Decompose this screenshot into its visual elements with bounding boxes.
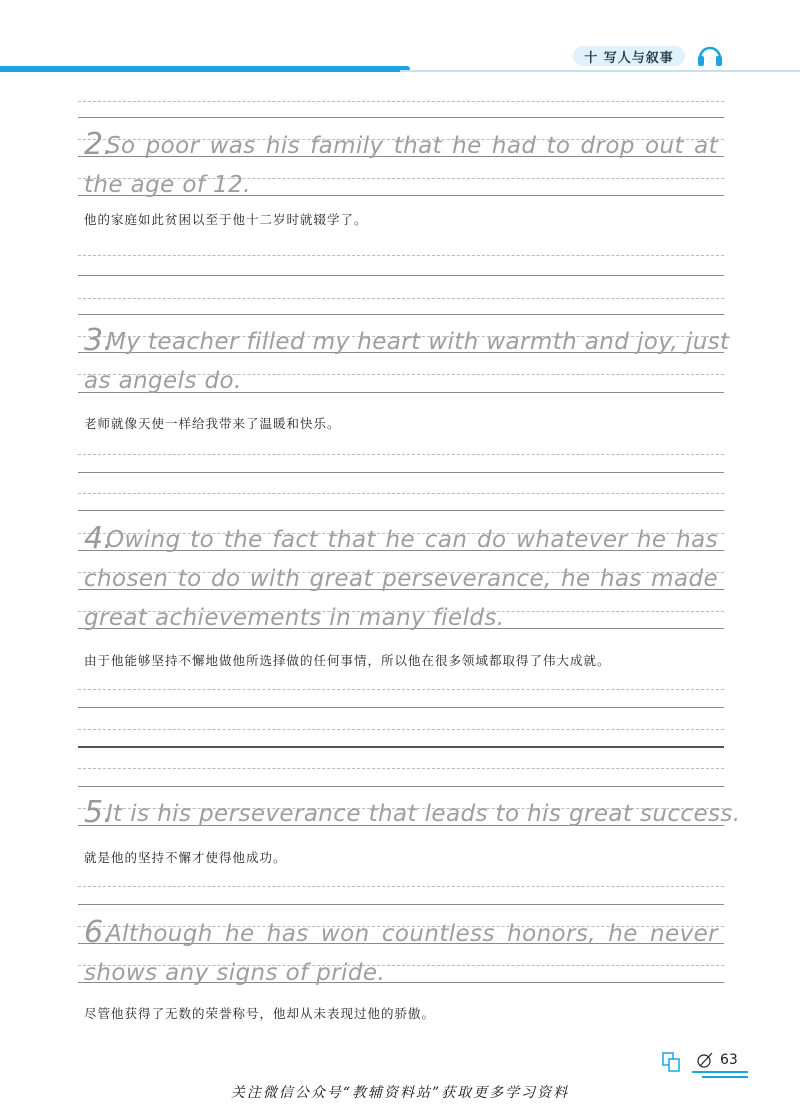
trace-line: chosen to do with great perseverance, he has made xyxy=(84,566,718,592)
sentence-number: 6. xyxy=(84,915,113,950)
guide-line xyxy=(78,472,724,473)
trace-line: the age of 12. xyxy=(84,172,251,198)
trace-line: as angels do. xyxy=(84,368,242,394)
header-accent-bar xyxy=(0,66,410,72)
chinese-translation: 由于他能够坚持不懈地做他所选择做的任何事情，所以他在很多领域都取得了伟大成就。 xyxy=(84,653,611,668)
guide-line xyxy=(78,729,724,730)
footer-rule xyxy=(702,1076,748,1078)
page-number: 63 xyxy=(720,1052,738,1068)
chapter-tab: 十 写人与叙事 xyxy=(573,46,685,66)
trace-line: So poor was his family that he had to drop out at xyxy=(106,133,718,159)
guide-line xyxy=(78,101,724,102)
guide-line xyxy=(78,275,724,276)
chinese-translation: 老师就像天使一样给我带来了温暖和快乐。 xyxy=(84,416,341,431)
header-rule xyxy=(400,70,800,72)
chinese-translation: 他的家庭如此贫困以至于他十二岁时就辍学了。 xyxy=(84,212,368,227)
guide-line xyxy=(78,493,724,494)
guide-line xyxy=(78,298,724,299)
trace-line: great achievements in many fields. xyxy=(84,605,505,631)
guide-line xyxy=(78,768,724,769)
trace-line: Although he has won countless honors, he never xyxy=(106,921,718,947)
sentence-number: 2. xyxy=(84,127,113,162)
guide-line xyxy=(78,117,724,118)
guide-line xyxy=(78,510,724,511)
chinese-translation: 尽管他获得了无数的荣誉称号，他却从未表现过他的骄傲。 xyxy=(84,1006,436,1021)
headphones-icon xyxy=(696,42,724,68)
footer-rule xyxy=(692,1071,748,1073)
guide-line xyxy=(78,454,724,455)
guide-line xyxy=(78,255,724,256)
guide-line xyxy=(78,314,724,315)
guide-line xyxy=(78,746,724,748)
trace-line: It is his perseverance that leads to his great success. xyxy=(106,801,741,827)
book-icon xyxy=(660,1050,684,1074)
trace-line: My teacher filled my heart with warmth and joy, just xyxy=(106,329,730,355)
guide-line xyxy=(78,786,724,787)
sentence-number: 5. xyxy=(84,795,113,830)
chinese-translation: 就是他的坚持不懈才使得他成功。 xyxy=(84,850,287,865)
footer-note: 关注微信公众号“教辅资料站”获取更多学习资料 xyxy=(230,1085,570,1101)
trace-line: Owing to the fact that he can do whatever he has xyxy=(106,527,718,553)
guide-line xyxy=(78,886,724,887)
guide-line xyxy=(78,707,724,708)
sentence-number: 3. xyxy=(84,323,113,358)
guide-line xyxy=(78,689,724,690)
pen-icon xyxy=(696,1050,716,1070)
sentence-number: 4. xyxy=(84,521,113,556)
guide-line xyxy=(78,904,724,905)
trace-line: shows any signs of pride. xyxy=(84,960,386,986)
